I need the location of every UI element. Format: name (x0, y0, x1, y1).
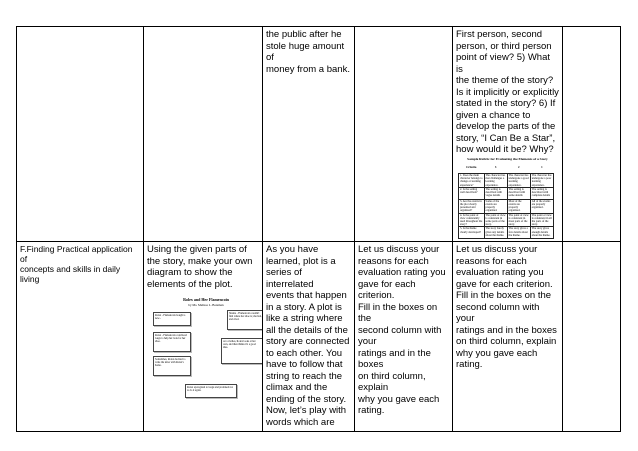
mini-rubric-cell: 3. Are the events in the plot clearly presented and organized? (459, 199, 485, 213)
text-line: evaluation rating you (456, 267, 544, 279)
text-line: words which are (266, 416, 335, 428)
diagram-box: Rolex - Flamencoin bought a new... (153, 312, 191, 326)
text-line: money from a bank. (266, 63, 350, 75)
text-line: Now, let’s play with (266, 405, 347, 417)
bottom-col6-cell (563, 242, 621, 432)
text-line: F.Finding Practical application of (20, 244, 133, 265)
text-line: on third column, explain (358, 370, 426, 394)
diagram-title: Rolex and Her Flamencoin (183, 297, 229, 303)
text-line: story, “I Can Be a Star”, (456, 132, 556, 144)
mini-rubric-table (458, 162, 554, 240)
mini-rubric-header: 2 (517, 164, 520, 169)
text-line: on third column, explain (456, 336, 557, 348)
mini-rubric-cell: The setting is described with complete details (530, 187, 553, 199)
text-line: gave for each criterion. (358, 278, 416, 302)
mini-rubric-cell: Some of the events are properly organized. (484, 199, 507, 213)
mini-rubric-cell: 4. Is the point of view consistently used throughout the story? (460, 213, 483, 227)
text-line: Fill in the boxes on the (456, 290, 552, 302)
text-line: have to follow that (266, 359, 343, 371)
text-line: the public after he (266, 29, 342, 40)
mini-rubric-cell: The setting is described with some details (507, 187, 530, 199)
mini-rubric-cell: The story gives enough details about the theme. (530, 227, 553, 239)
diagram-box: Rolex apologized to Gugu and promised not to do it again. (185, 384, 237, 398)
top-col2-cell (144, 27, 263, 242)
mini-rubric-cell: The point of view is consistent in most parts of the story. (508, 213, 529, 227)
text-line: reasons for each (456, 255, 527, 267)
table-row (459, 174, 554, 188)
bottom-col2-cell (144, 242, 263, 432)
mini-rubric-cell: 2. Is the setting well described? (459, 187, 485, 199)
top-col3-cell (263, 27, 355, 242)
table-row (459, 162, 554, 174)
text-line: evaluation rating you (358, 267, 446, 279)
mini-rubric-header: Criteria (466, 164, 477, 169)
text-line: Using the given parts of (147, 244, 247, 256)
mini-rubric-cell: Most of the events are properly organized. (507, 199, 530, 213)
top-col1-cell (17, 27, 144, 242)
text-line: given a chance to (456, 109, 531, 121)
text-line: First person, second (456, 29, 543, 40)
text-line: ratings and in the boxes (456, 324, 557, 336)
mini-rubric-cell: 5. Is the theme clearly developed? (459, 227, 485, 239)
text-line: rating. (456, 359, 483, 371)
text-line: climax and the (266, 382, 328, 394)
text-line: learned, plot is a (266, 255, 336, 267)
mini-rubric-cell: The story barely gives any details about the theme. (484, 227, 507, 239)
mini-rubric-header: 1 (541, 164, 543, 169)
mini-rubric-cell: The character has undergone a poor learning experience. (530, 174, 553, 188)
diagram-box: Rolex - Flamencoin convinced Gugu to help her look for her shoe. (153, 332, 191, 352)
diagram-author: by Ms. Melissa L. Bateman (188, 303, 224, 308)
lesson-plan-table (16, 26, 621, 432)
text-line: story are connected (266, 336, 350, 348)
diagram-box: Shaina - Flamencoin couldn't find where her shoe is; she had, and cried. (227, 310, 263, 330)
text-line: As you have (266, 244, 319, 256)
text-line: reasons for each (358, 255, 429, 267)
mini-rubric-cell: The point of view is consistent in all the parts of the story. (531, 213, 552, 227)
mini-rubric-header: 3 (494, 164, 497, 169)
top-col5-cell (453, 27, 563, 242)
text-line: Fill in the boxes on the (358, 301, 438, 325)
text-line: Let us discuss your (358, 244, 440, 256)
text-line: second column with your (358, 324, 442, 348)
text-line: elements of the plot. (147, 278, 233, 290)
bottom-col4-cell (355, 242, 453, 432)
table-row (17, 242, 621, 432)
text-line: like a string where (266, 313, 343, 325)
text-line: develop the parts of the (456, 121, 556, 132)
text-line: the story, make your own (147, 255, 253, 267)
mini-rubric-cell: The character has met challenges a learning experience. (485, 174, 506, 187)
mini-rubric-cell: The story gives a few details about the theme. (507, 227, 530, 239)
text-line: the theme of the story? (456, 75, 554, 86)
text-line: Is it implicitly or explicitly (456, 86, 559, 98)
diagram-box: Sometimes, Rolex decided to write the letter with Rolex's home. (153, 356, 191, 376)
text-line: series of interrelated (266, 267, 314, 290)
text-line: point of view? 5) What is (456, 52, 550, 75)
text-line: string to reach the (266, 370, 343, 382)
text-line: events that happen (266, 290, 347, 302)
plot-diagram (147, 292, 263, 402)
text-line: in a story. A plot is (266, 301, 342, 313)
text-line: why you gave each (456, 347, 538, 359)
table-row (459, 213, 554, 227)
bottom-col3-cell (263, 242, 355, 432)
mini-rubric-cell: The point of view is consistent in some parts of the story. (485, 213, 506, 227)
top-col4-cell (355, 27, 453, 242)
table-row (459, 187, 554, 199)
mini-rubric-title: Sample Rubric for Evaluating the Elements of a Story (467, 156, 548, 161)
text-line: concepts and skills in daily living (20, 264, 121, 285)
text-line: rating. (358, 405, 385, 417)
text-line: stated in the story? 6) If (456, 98, 556, 109)
mini-rubric-cell: The setting is described with vague details (484, 187, 507, 199)
diagram-box: At a clothes, Rolex looks at her own, and then thinks it's a good idea. (221, 338, 263, 364)
text-line: second column with your (456, 301, 540, 325)
mini-rubric-cell: The character has undergone a good learning experience. (508, 174, 529, 187)
text-line: all the details of the (266, 324, 348, 336)
text-line: Let us discuss your (456, 244, 538, 256)
text-line: to each other. You (266, 347, 343, 359)
table-row (459, 227, 554, 239)
text-line: stole huge amount of (266, 40, 345, 63)
table-row (459, 199, 554, 213)
mini-rubric-cell: All of the events are properly organized. (530, 199, 553, 213)
text-line: gave for each criterion. (456, 278, 553, 290)
mini-rubric-cell: 1. Does the main character belongs to change or learning experience? (460, 174, 483, 187)
bottom-col5-cell (453, 242, 563, 432)
text-line: ending of the story. (266, 393, 347, 405)
text-line: why you gave each (358, 393, 440, 405)
table-row (17, 27, 621, 242)
text-line: diagram to show the (147, 267, 233, 279)
text-line: person, or third person (456, 40, 552, 52)
text-line: ratings and in the boxes (358, 347, 431, 371)
bottom-col1-cell (17, 242, 144, 432)
top-col6-cell (563, 27, 621, 242)
text-line: how would it be? Why? (456, 144, 554, 155)
